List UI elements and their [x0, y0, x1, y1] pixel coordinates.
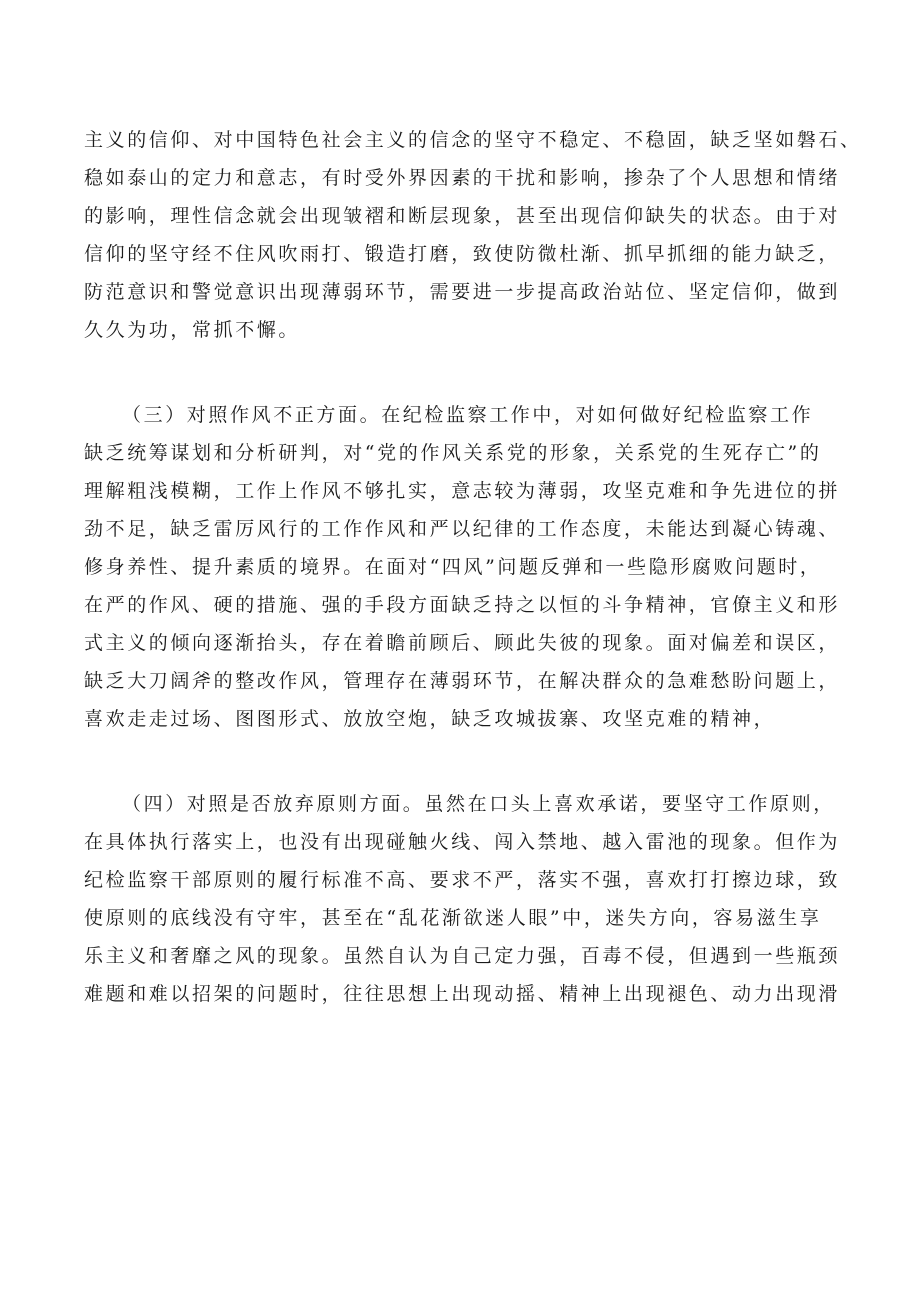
paragraph-heading-line: （四）对照是否放弃原则方面。虽然在口头上喜欢承诺，要坚守工作原则，: [122, 793, 835, 815]
text-line: 在具体执行落实上，也没有出现碰触火线、闯入禁地、越入雷池的现象。但作为: [84, 831, 841, 853]
text-line: 理解粗浅模糊，工作上作风不够扎实，意志较为薄弱，攻坚克难和争先进位的拼: [84, 480, 841, 502]
text-line: 劲不足，缺乏雷厉风行的工作作风和严以纪律的工作态度，未能达到凝心铸魂、: [84, 518, 841, 540]
text-line: 式主义的倾向逐渐抬头，存在着瞻前顾后、顾此失彼的现象。面对偏差和误区，: [84, 632, 841, 654]
text-line: 使原则的底线没有守牢，甚至在“乱花渐欲迷人眼”中，迷失方向，容易滋生享: [84, 907, 822, 929]
text-line: 难题和难以招架的问题时，往往思想上出现动摇、精神上出现褪色、动力出现滑: [84, 983, 841, 1005]
text-line: 修身养性、提升素质的境界。在面对“四风”问题反弹和一些隐形腐败问题时，: [84, 556, 822, 578]
text-line: 的影响，理性信念就会出现皱褶和断层现象，甚至出现信仰缺失的状态。由于对: [84, 205, 841, 227]
text-line: 信仰的坚守经不住风吹雨打、锻造打磨，致使防微杜渐、抓早抓细的能力缺乏，: [84, 243, 841, 265]
text-line: 缺乏统筹谋划和分析研判，对“党的作风关系党的形象，关系党的生死存亡”的: [84, 442, 822, 464]
text-line: 乐主义和奢靡之风的现象。虽然自认为自己定力强，百毒不侵，但遇到一些瓶颈: [84, 945, 841, 967]
text-line: 主义的信仰、对中国特色社会主义的信念的坚守不稳定、不稳固，缺乏坚如磐石、: [84, 129, 862, 151]
text-line: 缺乏大刀阔斧的整改作风，管理存在薄弱环节，在解决群众的急难愁盼问题上，: [84, 670, 841, 692]
text-line: 稳如泰山的定力和意志，有时受外界因素的干扰和影响，掺杂了个人思想和情绪: [84, 167, 841, 189]
text-line: 久久为功，常抓不懈。: [84, 319, 301, 341]
paragraph-heading-line: （三）对照作风不正方面。在纪检监察工作中，对如何做好纪检监察工作: [122, 404, 814, 426]
text-line: 在严的作风、硬的措施、强的手段方面缺乏持之以恒的斗争精神，官僚主义和形: [84, 594, 841, 616]
text-line: 纪检监察干部原则的履行标准不高、要求不严，落实不强，喜欢打打擦边球，致: [84, 869, 841, 891]
text-line: 防范意识和警觉意识出现薄弱环节，需要进一步提高政治站位、坚定信仰，做到: [84, 281, 841, 303]
text-line: 喜欢走走过场、图图形式、放放空炮，缺乏攻城拔寨、攻坚克难的精神，: [84, 708, 776, 730]
